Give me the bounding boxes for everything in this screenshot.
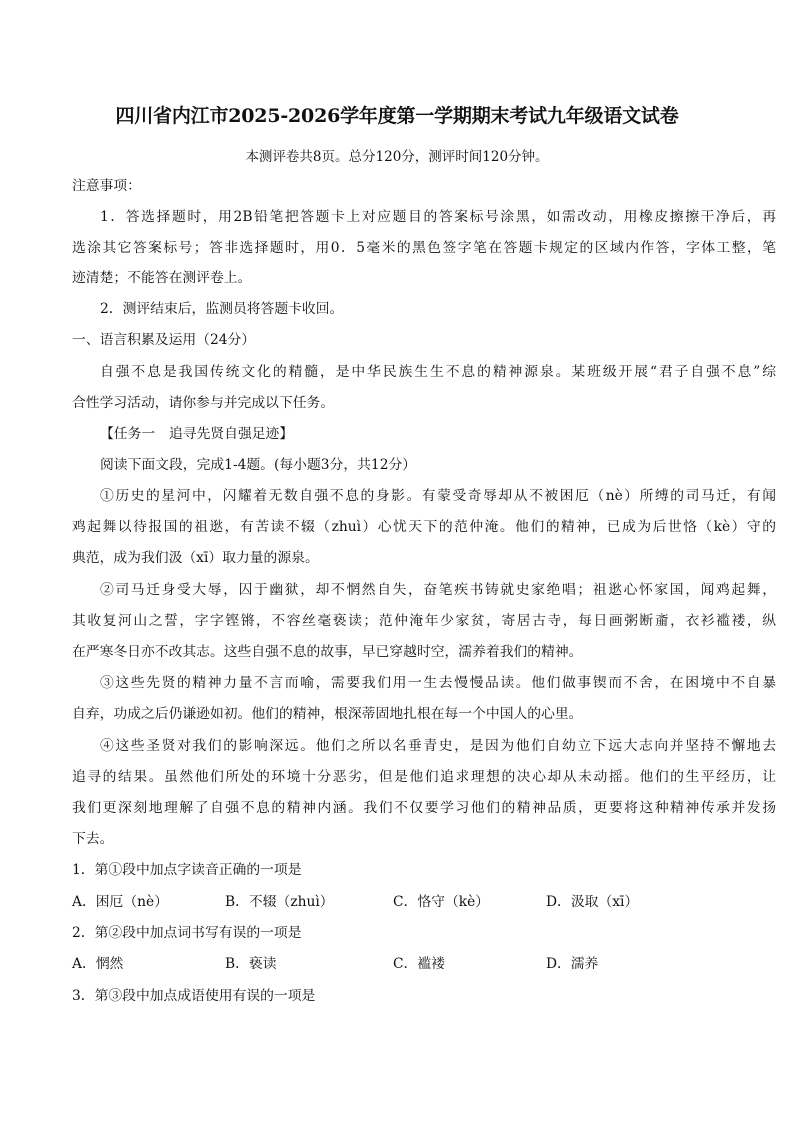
question-2-options	[72, 954, 772, 974]
question-3: 3．第③段中加点成语使用有误的一项是	[72, 988, 316, 1004]
passage-p4-line-3: 我们更深刻地理解了自强不息的精神内涵。我们不仅要学习他们的精神品质，更要将这种精神传承并发扬	[72, 800, 776, 816]
question-2-option-a: A．惘然	[72, 956, 124, 972]
question-2-option-b: B．亵读	[225, 956, 277, 972]
reading-instruction: 阅读下面文段，完成1-4题。(每小题3分，共12分）	[100, 457, 417, 473]
passage-p2-line-2: 其收复河山之誓，字字铿锵，不容丝毫亵读；范仲淹年少家贫，寄居古寺，每日画粥断齑，衣衫褴褛，纵	[72, 613, 776, 629]
passage-p4-line-4: 下去。	[72, 831, 114, 847]
notes-item-2: 2．测评结束后，监测员将答题卡收回。	[100, 301, 344, 317]
question-2-option-c: C．褴褛	[393, 956, 445, 972]
passage-p2-line-3: 在严寒冬日亦不改其志。这些自强不息的故事，早已穿越时空，濡养着我们的精神。	[72, 644, 583, 660]
passage-p3-line-1: ③这些先贤的精神力量不言而喻，需要我们用一生去慢慢品读。他们做事锲而不舍，在困境中不自暴	[100, 675, 776, 691]
question-1: 1．第①段中加点字读音正确的一项是	[72, 862, 302, 878]
passage-p1-line-1: ①历史的星河中，闪耀着无数自强不息的身影。有蒙受奇辱却从不被困厄（nè）所缚的司马迁，有闻	[100, 488, 776, 504]
passage-p1-line-2: 鸡起舞以待报国的祖逖，有苦读不辍（zhuì）心忧天下的范仲淹。他们的精神，已成为后世恪（kè）守的	[72, 519, 776, 535]
passage-p1-line-3: 典范，成为我们汲（xī）取力量的源泉。	[72, 550, 319, 566]
section-1-heading: 一、语言积累及运用（24分）	[72, 332, 256, 348]
task-1-heading: 【任务一 追寻先贤自强足迹】	[100, 426, 294, 442]
passage-p2-line-1: ②司马迁身受大辱，囚于幽狱，却不惘然自失，奋笔疾书铸就史家绝唱；祖逖心怀家国，闻鸡起舞，	[100, 582, 776, 598]
section-1-intro-line-2: 合性学习活动，请你参与并完成以下任务。	[72, 395, 335, 411]
notes-item-1-line-1: 1．答选择题时，用2B铅笔把答题卡上对应题目的答案标号涂黑，如需改动，用橡皮擦擦干净后，再	[100, 209, 776, 225]
question-1-option-b: B．不辍（zhuì）	[225, 894, 334, 910]
notes-heading: 注意事项：	[72, 178, 141, 194]
passage-p4-line-2: 追寻的结果。虽然他们所处的环境十分恶劣，但是他们追求理想的决心却从未动摇。他们的生平经历，让	[72, 769, 776, 785]
question-2: 2．第②段中加点词书写有误的一项是	[72, 925, 302, 941]
page-title: 四川省内江市2025-2026学年度第一学期期末考试九年级语文试卷	[115, 105, 679, 127]
question-2-option-d: D．濡养	[546, 956, 599, 972]
page-subtitle: 本测评卷共8页。总分120分，测评时间120分钟。	[245, 149, 549, 165]
passage-p3-line-2: 自弃，功成之后仍谦逊如初。他们的精神，根深蒂固地扎根在每一个中国人的心里。	[72, 706, 583, 722]
section-1-intro-line-1: 自强不息是我国传统文化的精髓，是中华民族生生不息的精神源泉。某班级开展“君子自强不息”综	[100, 364, 776, 380]
question-1-option-a: A．困厄（nè）	[72, 894, 168, 910]
passage-p4-line-1: ④这些圣贤对我们的影响深远。他们之所以名垂青史，是因为他们自幼立下远大志向并坚持不懈地去	[100, 738, 776, 754]
question-1-options	[72, 892, 772, 912]
question-1-option-c: C．恪守（kè）	[393, 894, 490, 910]
question-1-option-d: D．汲取（xī）	[546, 894, 639, 910]
notes-item-1-line-2: 选涂其它答案标号；答非选择题时，用0．5毫米的黑色签字笔在答题卡规定的区域内作答，字体工整，笔	[72, 240, 776, 256]
notes-item-1-line-3: 迹清楚；不能答在测评卷上。	[72, 270, 252, 286]
